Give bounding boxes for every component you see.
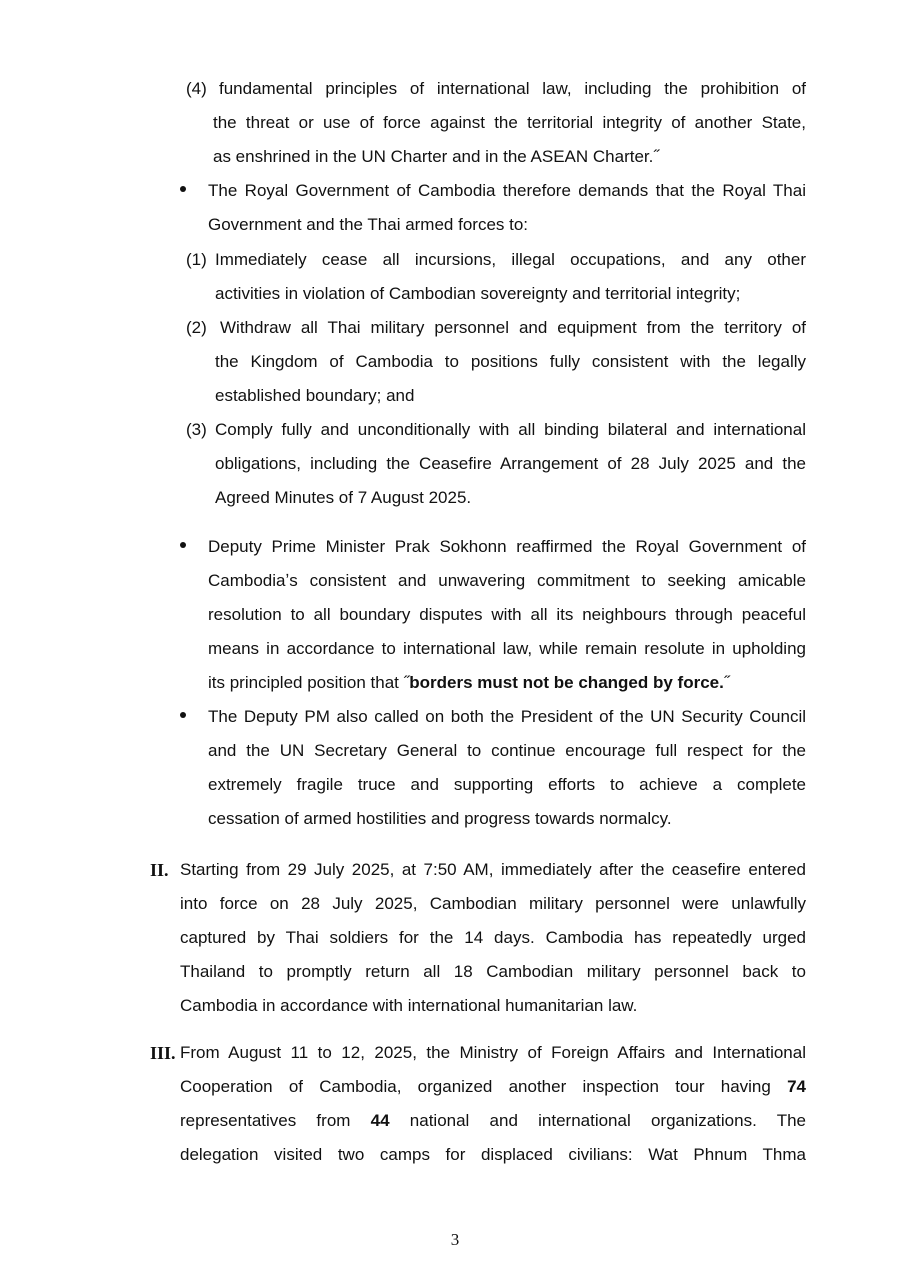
section-number: II. <box>150 860 169 880</box>
bullet-line: The Deputy PM also called on both the President of the UN Security Council <box>208 707 806 726</box>
bullet-line: and the UN Secretary General to continue encourage full respect for the <box>208 741 806 760</box>
emphasis-number: 74 <box>787 1077 806 1096</box>
section-number: III. <box>150 1043 176 1063</box>
item-4-first-line: fundamental principles of international law, including the prohibition of <box>219 79 806 98</box>
bullet-icon <box>180 712 186 718</box>
item-marker: (1) <box>186 250 207 269</box>
demand-3-line: obligations, including the Ceasefire Arrangement of 28 July 2025 and the <box>215 454 806 473</box>
bullet-line: extremely fragile truce and supporting efforts to achieve a complete <box>208 775 806 794</box>
section-2-line: Cambodia in accordance with international humanitarian law. <box>180 996 638 1015</box>
section-3-line: From August 11 to 12, 2025, the Ministry of Foreign Affairs and International <box>180 1043 806 1062</box>
section-3-text: national and international organizations. The <box>389 1111 806 1130</box>
closing-quote: ˝ <box>723 673 730 692</box>
item-4-line: the threat or use of force against the territorial integrity of another State, <box>213 113 806 132</box>
bullet-line <box>208 666 806 700</box>
item-marker: (3) <box>186 420 207 439</box>
demand-2-first-line: Withdraw all Thai military personnel and equipment from the territory of <box>220 318 806 337</box>
section-3-line <box>180 1104 806 1138</box>
bullet-line: The Royal Government of Cambodia therefore demands that the Royal Thai <box>208 181 806 200</box>
section-2-line: Thailand to promptly return all 18 Cambodian military personnel back to <box>180 962 806 981</box>
item-marker: (2) <box>186 318 207 337</box>
bullet-line: cessation of armed hostilities and progress towards normalcy. <box>208 809 672 828</box>
demand-3-line: Comply fully and unconditionally with all binding bilateral and international <box>215 420 806 439</box>
demand-3-line: Agreed Minutes of 7 August 2025. <box>215 488 472 507</box>
section-2-line: captured by Thai soldiers for the 14 days. Cambodia has repeatedly urged <box>180 928 806 947</box>
section-3-line: delegation visited two camps for displaced civilians: Wat Phnum Thma <box>180 1145 806 1164</box>
section-3-text: Cooperation of Cambodia, organized another inspection tour having <box>180 1077 788 1096</box>
bullet-line: Cambodiaʼs consistent and unwavering commitment to seeking amicable <box>208 571 806 590</box>
demand-2-line: the Kingdom of Cambodia to positions fully consistent with the legally <box>215 352 806 371</box>
item-marker: (4) <box>186 79 207 98</box>
section-3-text: representatives from <box>180 1111 371 1130</box>
page-number: 3 <box>450 1230 460 1249</box>
bullet-line: Deputy Prime Minister Prak Sokhonn reaffirmed the Royal Government of <box>208 537 806 556</box>
emphasis-text: borders must not be changed by force. <box>409 673 724 692</box>
bullet-line: means in accordance to international law, while remain resolute in upholding <box>208 639 806 658</box>
item-4-line: as enshrined in the UN Charter and in the ASEAN Charter.˝ <box>213 147 660 166</box>
demand-1-line: activities in violation of Cambodian sovereignty and territorial integrity; <box>215 284 741 303</box>
section-3-line <box>180 1070 806 1104</box>
emphasis-number: 44 <box>370 1111 390 1130</box>
bullet-line-text: its principled position that ˝ <box>208 673 410 692</box>
section-2-line: Starting from 29 July 2025, at 7:50 AM, immediately after the ceasefire entered <box>180 860 806 879</box>
demand-2-line: established boundary; and <box>215 386 415 405</box>
section-2-line: into force on 28 July 2025, Cambodian military personnel were unlawfully <box>180 894 806 913</box>
demand-1-line: Immediately cease all incursions, illegal occupations, and any other <box>215 250 806 269</box>
bullet-line: Government and the Thai armed forces to: <box>208 215 529 234</box>
bullet-icon <box>180 542 186 548</box>
bullet-line: resolution to all boundary disputes with all its neighbours through peaceful <box>208 605 806 624</box>
bullet-icon <box>180 186 186 192</box>
